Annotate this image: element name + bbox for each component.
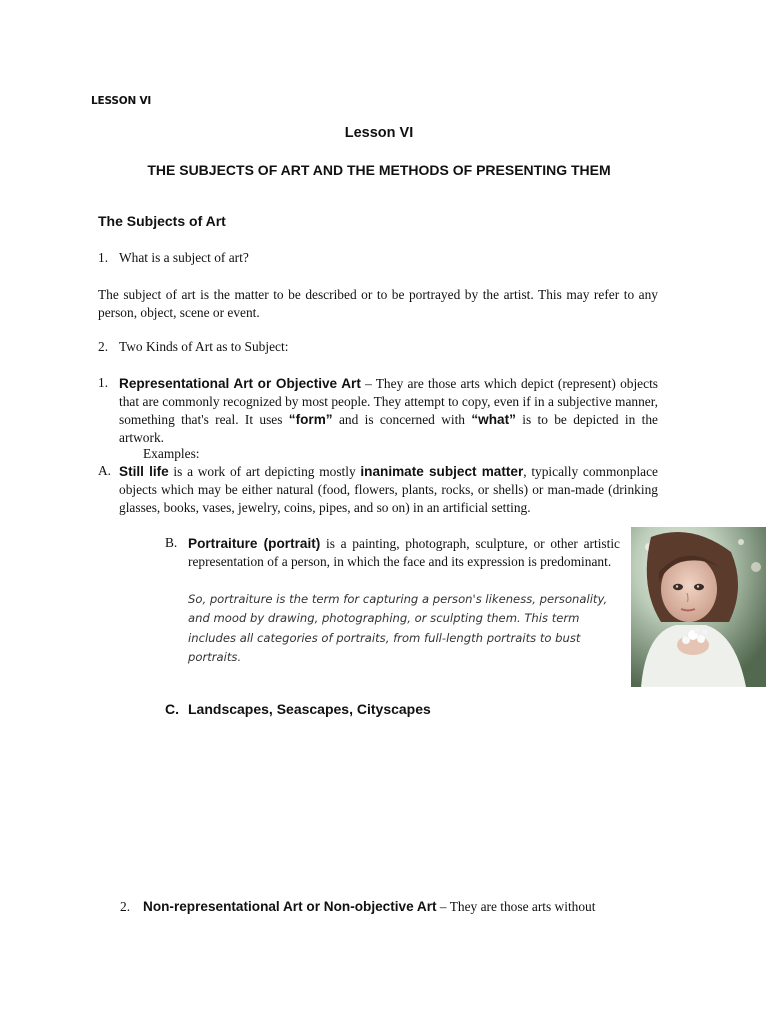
item-a-desc-2: , typically commonplace objects which may be either natural (food, flowers, plants, rocks, or shells) or man-made (drinking glasses, books, vases, jewelry, coins, pipes, and so on) in an artificial setting. bbox=[119, 464, 658, 515]
question-2-text: Two Kinds of Art as to Subject: bbox=[119, 339, 289, 354]
item-2-desc: – They are those arts without bbox=[436, 899, 596, 914]
item-2-number: 2. bbox=[120, 899, 131, 914]
item-1-desc-3: is to be depicted in the artwork. bbox=[119, 412, 658, 445]
representational-art-item bbox=[98, 375, 658, 447]
form-term: “form” bbox=[288, 412, 333, 427]
item-1-desc-2: and is concerned with bbox=[332, 412, 472, 427]
non-representational-art-item bbox=[120, 899, 660, 915]
inanimate-term: inanimate subject matter bbox=[360, 464, 524, 479]
item-1-desc-1: – They are those arts which depict (represent) objects that are commonly recognized by most people. They attempt to copy, even if in a subjective manner, something that's real. It uses bbox=[119, 376, 659, 427]
lesson-title: Lesson VI bbox=[344, 125, 414, 141]
still-life-item bbox=[98, 463, 658, 517]
item-2-term: Non-representational Art or Non-objective Art bbox=[143, 899, 437, 914]
portraiture-note: So, portraiture is the term for capturing a person's likeness, personality, and mood by drawing, photographing, or sculpting them. This term includes all categories of portraits, from full-length portraits to bust portraits. bbox=[188, 592, 608, 664]
item-a-desc-1: is a work of art depicting mostly bbox=[168, 464, 361, 479]
portraiture-term: Portraiture (portrait) bbox=[188, 536, 321, 551]
question-1 bbox=[98, 250, 249, 266]
portraiture-item bbox=[165, 535, 620, 571]
item-a-letter: A. bbox=[98, 463, 112, 478]
section-title: The Subjects of Art bbox=[98, 213, 226, 229]
item-a-text bbox=[119, 463, 658, 517]
question-1-number: 1. bbox=[98, 250, 109, 265]
landscapes-item bbox=[165, 701, 431, 717]
question-2 bbox=[98, 339, 288, 355]
main-title: THE SUBJECTS OF ART AND THE METHODS OF PRESENTING THEM bbox=[147, 162, 611, 178]
still-life-term: Still life bbox=[119, 464, 169, 479]
item-1-number: 1. bbox=[98, 375, 109, 390]
portrait-photo bbox=[631, 527, 766, 687]
item-c-letter: C. bbox=[165, 701, 179, 717]
item-1-text bbox=[119, 375, 658, 447]
what-term: “what” bbox=[471, 412, 516, 427]
question-2-number: 2. bbox=[98, 339, 109, 354]
question-1-answer: The subject of art is the matter to be described or to be portrayed by the artist. This may refer to any person, object, scene or event. bbox=[98, 287, 658, 320]
item-b-desc: is a painting, photograph, sculpture, or other artistic representation of a person, in which the face and its expression is predominant. bbox=[188, 536, 621, 569]
question-1-text: What is a subject of art? bbox=[119, 250, 249, 265]
examples-label: Examples: bbox=[143, 446, 200, 461]
running-header: LESSON VI bbox=[91, 95, 152, 107]
item-b-letter: B. bbox=[165, 535, 178, 550]
item-c-text: Landscapes, Seascapes, Cityscapes bbox=[188, 701, 431, 717]
item-b-text bbox=[188, 535, 620, 571]
item-1-term: Representational Art or Objective Art bbox=[119, 376, 361, 391]
portrait-photo-illustration bbox=[631, 527, 766, 687]
